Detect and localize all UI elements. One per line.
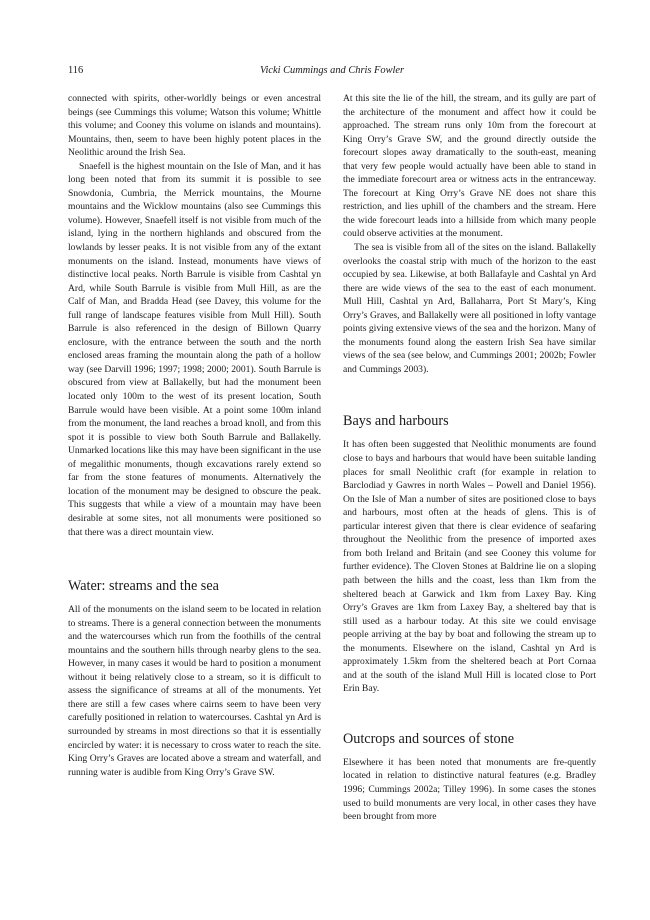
paragraph: connected with spirits, other-worldly beings or even ancestral beings (see Cummings this volume; Watson this volume; Whittle this volume; and Cooney this volume on islands and mountains). Mountains, then, seem to have been highly potent places in the Neolithic around the Irish Sea. [68, 93, 321, 159]
paragraph: All of the monuments on the island seem to be located in relation to streams. There is a general connection between the monuments and the watercourses which run from the foothills of the central mountains and the southern hills through nearby glens to the sea. However, in many cases it would be hard to position a monument without it being relatively close to a stream, so it is difficult to assess the significance of streams at all of the monuments. Yet there are still a few cases where cairns seem to have been very carefully positioned in relation to watercourses. Cashtal yn Ard is surrounded by streams in most directions so that it is essentially encircled by water: it is necessary to cross water to reach the site. King Orry’s Graves are located above a stream and waterfall, and running water is audible from King Orry’s Grave SW. [68, 604, 321, 778]
section-heading-bays: Bays and harbours [343, 413, 449, 430]
running-title: Vicki Cummings and Chris Fowler [259, 65, 405, 76]
paragraph: The sea is visible from all of the sites on the island. Ballakelly overlooks the coastal strip with much of the horizon to the east occupied by sea. Likewise, at both Ballafayle and Cashtal yn Ard there are wide views of the sea to the east of each monument. Mull Hill, Cashtal yn Ard, Ballaharra, Port St Mary’s, King Orry’s Graves, and Ballakelly were all positioned in lofty vantage points giving extensive views of the sea and the horizon. Many of the monuments found along the eastern Irish Sea have similar views of the sea (see below, and Cummings 2001; 2002b; Fowler and Cummings 2003). [343, 242, 596, 375]
paragraph: Snaefell is the highest mountain on the Isle of Man, and it has long been noted that from its summit it is possible to see Snowdonia, Cumbria, the Merrick mountains, the Mourne mountains and the Wicklow mountains (also see Cummings this volume). However, Snaefell itself is not visible from much of the island, lying in the northern highlands and obscured from the lowlands by lesser peaks. It is not visible from any of the extant monuments on the island. Instead, monuments have views of distinctive local peaks. North Barrule is visible from Cashtal yn Ard, while South Barrule is visible from Mull Hill, as are the Calf of Man, and Bradda Head (see Davey, this volume for the full range of landscape features visible from Mull Hill). South Barrule is also referenced in the design of Billown Quarry enclosure, with the entrance between the south and the north enclosed areas framing the mountain along the path of a hollow way (see Darvill 1996; 1997; 1998; 2000; 2001). South Barrule is obscured from view at Ballakelly, but had the monument been located only 100m to the west of its present location, South Barrule would have been visible. At a point some 100m inland from the monument, the land reaches a broad knoll, and from this spot it is possible to view both South Barrule and Ballakelly. Unmarked locations like this may have been significant in the use of megalithic monuments, though excavations rarely extend so far from the stone features of monuments. Alternatively the location of the monument may be designed to obscure the peak. This suggests that while a view of a mountain may have been desirable at some sites, not all monuments were positioned so that there was a direct mountain view. [68, 160, 321, 538]
page-header [68, 64, 596, 78]
paragraph: Elsewhere it has been noted that monuments are fre-quently located in relation to distinctive natural features (e.g. Bradley 1996; Cummings 2002a; Tilley 1996). In some cases the stones used to build monuments are very local, in other cases they have been brought from more [343, 756, 596, 823]
left-column [68, 92, 321, 779]
paragraph: At this site the lie of the hill, the stream, and its gully are part of the architecture of the monument and affect how it could be approached. The stream runs only 10m from the forecourt at King Orry’s Grave SW, and the ground directly outside the forecourt slopes away dramatically to the south-east, meaning that very few people would actually have been able to stand in the immediate forecourt area or witness acts in the entranceway. The forecourt at King Orry’s Grave NE does not share this restriction, and lies uphill of the chambers and the stream. Here the wide forecourt leads into a hillside from which many people could observe activities at the monument. [343, 93, 596, 240]
page-number: 116 [68, 65, 84, 76]
section-heading-water: Water: streams and the sea [68, 578, 219, 595]
paragraph: It has often been suggested that Neolithic monuments are found close to bays and harbours that would have been suitable landing places for small Neolithic craft (for example in relation to Barclodiad y Gawres in north Wales – Powell and Daniel 1956). On the Isle of Man a number of sites are positioned close to bays and harbours, most often at the heads of glens. This is of particular interest given that there is clear evidence of seafaring throughout the Neolithic from the presence of imported axes from both Ireland and Britain (and see Cooney this volume for further evidence). The Cloven Stones at Baldrine lie on a sloping path between the hills and the coast, less than 1km from the sheltered beach at Garwick and 1km from Laxey Bay. King Orry’s Graves are 1km from Laxey Bay, a sheltered bay that is still used as a harbour today. At this site we could envisage people arriving at the bay by boat and following the stream up to the monuments. Elsewhere on the island, Cashtal yn Ard is approximately 1.5km from the sheltered beach at Port Cornaa and at the south of the island Mull Hill is located close to Port Erin Bay. [343, 439, 596, 695]
right-column [343, 92, 596, 824]
section-heading-outcrops: Outcrops and sources of stone [343, 730, 514, 747]
